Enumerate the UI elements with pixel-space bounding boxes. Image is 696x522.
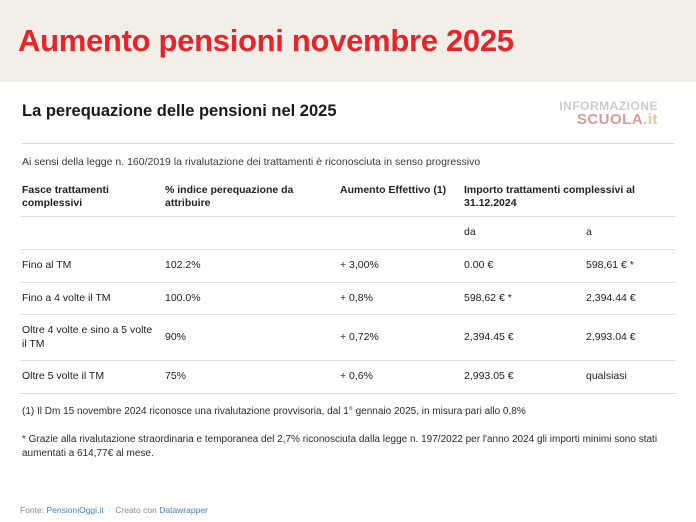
cell-indice: 100.0%	[163, 282, 338, 315]
cell-a: qualsiasi	[584, 361, 676, 394]
cell-aumento: + 3,00%	[338, 249, 462, 282]
footnote-2: * Grazie alla rivalutazione straordinaria e temporanea del 2,7% riconosciuta dalla legge n. 197/2022 per l'anno 2024 gli importi minimi sono stati aumentati a 614,77€ al mese.	[22, 433, 658, 460]
source-label: Fonte:	[20, 505, 45, 515]
table-header	[20, 178, 676, 217]
table-row	[20, 361, 676, 394]
cell-indice: 102.2%	[163, 249, 338, 282]
cell-fascia: Fino al TM	[20, 249, 163, 282]
watermark-domain: .it	[643, 111, 658, 128]
column-header-aumento: Aumento Effettivo (1)	[340, 184, 447, 196]
watermark-logo	[559, 100, 658, 127]
headline-title: Aumento pensioni novembre 2025	[18, 23, 514, 58]
subheader-blank-3	[338, 217, 462, 250]
source-link[interactable]: PensioniOggi.it	[46, 505, 104, 515]
cell-aumento: + 0,8%	[338, 282, 462, 315]
subheader-blank-2	[163, 217, 338, 250]
cell-a: 598,61 € *	[584, 249, 676, 282]
footer-separator: ·	[108, 505, 111, 515]
table-header-row	[20, 178, 676, 217]
cell-fascia: Oltre 5 volte il TM	[20, 361, 163, 394]
table-row	[20, 249, 676, 282]
content-card	[0, 82, 696, 522]
watermark-line-1: INFORMAZIONE	[559, 99, 658, 113]
source-footer	[20, 505, 208, 515]
intro-text: Ai sensi della legge n. 160/2019 la rivalutazione dei trattamenti è riconosciuta in senso progressivo	[22, 156, 481, 168]
cell-indice: 75%	[163, 361, 338, 394]
table-body	[20, 217, 676, 394]
column-header-importo: Importo trattamenti complessivi al 31.12.2024	[464, 184, 635, 210]
cell-da: 0.00 €	[462, 249, 584, 282]
column-header-indice: % indice perequazione da attribuire	[165, 184, 294, 210]
cell-fascia: Fino a 4 volte il TM	[20, 282, 163, 315]
watermark-line-2-text: SCUOLA	[576, 111, 644, 128]
cell-da: 2,394.45 €	[462, 315, 584, 361]
table-row	[20, 315, 676, 361]
column-header-fascia: Fasce trattamenti complessivi	[22, 184, 109, 210]
cell-da: 598,62 € *	[462, 282, 584, 315]
cell-fascia: Oltre 4 volte e sino a 5 volte il TM	[20, 315, 163, 361]
watermark-line-2	[559, 112, 658, 127]
cell-aumento: + 0,6%	[338, 361, 462, 394]
created-with-label: Creato con	[115, 505, 157, 515]
footnote-1: (1) Il Dm 15 novembre 2024 riconosce una rivalutazione provvisoria, dal 1° gennaio 2025, in misura pari allo 0,8%	[22, 406, 526, 418]
card-header	[20, 98, 676, 127]
subheader-da: da	[462, 217, 584, 250]
cell-indice: 90%	[163, 315, 338, 361]
cell-a: 2,394.44 €	[584, 282, 676, 315]
cell-aumento: + 0,72%	[338, 315, 462, 361]
table-row	[20, 282, 676, 315]
datawrapper-link[interactable]: Datawrapper	[159, 505, 208, 515]
page-title: La perequazione delle pensioni nel 2025	[22, 102, 337, 120]
table-subheader-row	[20, 217, 676, 250]
headline-banner	[0, 0, 696, 82]
subheader-a: a	[584, 217, 676, 250]
divider-top	[22, 143, 674, 144]
subheader-blank-1	[20, 217, 163, 250]
perequazione-table	[20, 178, 676, 394]
cell-da: 2,993.05 €	[462, 361, 584, 394]
cell-a: 2,993.04 €	[584, 315, 676, 361]
